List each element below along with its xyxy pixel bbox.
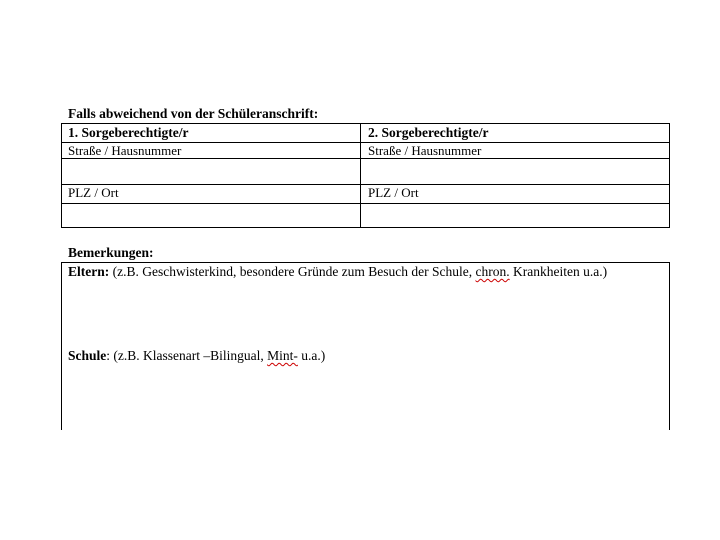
school-hint-flagged-word: Mint- xyxy=(267,348,298,363)
remarks-border-right xyxy=(669,262,670,430)
guardian2-street-field[interactable] xyxy=(361,159,669,184)
school-hint-text: : (z.B. Klassenart –Bilingual, xyxy=(106,348,268,363)
school-hint-text-end: u.a.) xyxy=(297,348,326,363)
parents-hint-flagged-word: chron. xyxy=(475,264,510,279)
remarks-border-top xyxy=(61,262,670,263)
guardian2-zip-field[interactable] xyxy=(361,204,669,227)
table-border-bottom xyxy=(61,227,670,228)
parents-hint-text: (z.B. Geschwisterkind, besondere Gründe zum Besuch der Schule, xyxy=(109,264,476,279)
remarks-border-left xyxy=(61,262,62,430)
guardian2-street-label: Straße / Hausnummer xyxy=(368,143,482,158)
guardian1-street-label: Straße / Hausnummer xyxy=(68,143,182,158)
table-border-right xyxy=(669,123,670,228)
remarks-section-heading: Bemerkungen: xyxy=(68,245,154,260)
school-remark-line xyxy=(68,348,325,364)
guardian1-title: 1. Sorgeberechtigte/r xyxy=(68,125,189,140)
guardian1-zip-label: PLZ / Ort xyxy=(68,185,119,200)
school-label: Schule xyxy=(68,348,107,363)
guardian1-street-field[interactable] xyxy=(62,159,360,184)
address-section-heading: Falls abweichend von der Schüleranschrift: xyxy=(68,106,319,121)
table-border-top xyxy=(61,123,670,124)
guardian1-zip-field[interactable] xyxy=(62,204,360,227)
table-row-divider xyxy=(61,184,670,185)
parents-remark-line xyxy=(68,264,607,280)
parents-hint-text-end: Krankheiten u.a.) xyxy=(509,264,608,279)
parents-label: Eltern: xyxy=(68,264,110,279)
guardian2-title: 2. Sorgeberechtigte/r xyxy=(368,125,489,140)
guardian2-zip-label: PLZ / Ort xyxy=(368,185,419,200)
